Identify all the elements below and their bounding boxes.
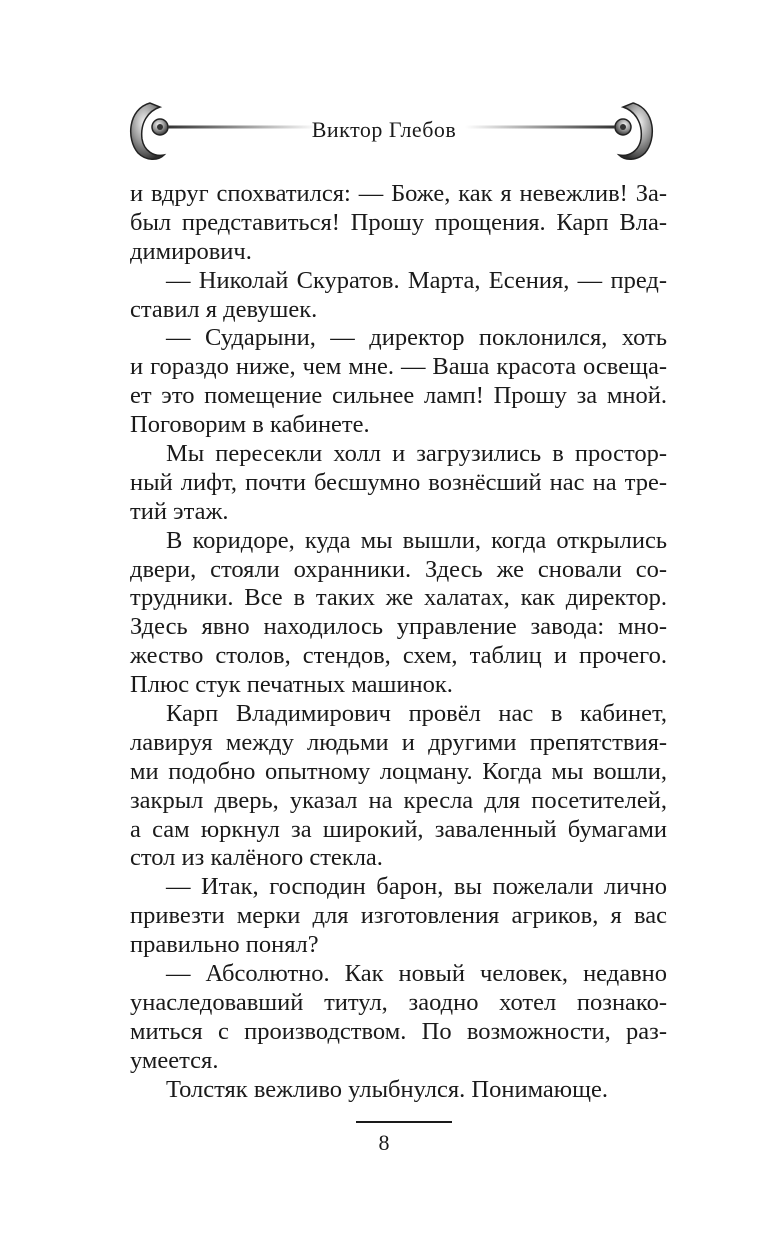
right-ornament-icon bbox=[405, 95, 665, 170]
text-line: привезти мерки для изготовления агриков, я вас bbox=[130, 902, 667, 930]
text-line: был представиться! Прошу прощения. Карп Вла- bbox=[130, 208, 667, 236]
text-line: ставил я девушек. bbox=[130, 295, 318, 323]
text-line: — Абсолютно. Как новый человек, недавно bbox=[166, 960, 667, 988]
text-line: стол из калёного стекла. bbox=[130, 844, 383, 872]
text-line: Плюс стук печатных машинок. bbox=[130, 671, 453, 699]
page-number: 8 bbox=[378, 1130, 390, 1155]
text-line: Здесь явно находилось управление завода: мно- bbox=[130, 613, 667, 641]
text-line: ми подобно опытному лоцману. Когда мы вошли, bbox=[130, 757, 667, 785]
text-line: миться с производством. По возможности, раз- bbox=[130, 1017, 667, 1045]
text-line: димирович. bbox=[130, 237, 252, 265]
text-line: и гораздо ниже, чем мне. — Ваша красота освеща- bbox=[130, 353, 667, 381]
text-line: двери, стояли охранники. Здесь же сновали со- bbox=[130, 555, 667, 583]
text-line: лавируя между людьми и другими препятствия- bbox=[130, 728, 667, 756]
text-line: закрыл дверь, указал на кресла для посетителей, bbox=[130, 786, 667, 814]
text-line: — Сударыни, — директор поклонился, хоть bbox=[166, 324, 667, 352]
text-line: Толстяк вежливо улыбнулся. Понимающе. bbox=[166, 1075, 608, 1103]
text-line: — Итак, господин барон, вы пожелали лично bbox=[166, 873, 667, 901]
text-line: тий этаж. bbox=[130, 497, 229, 525]
text-line: В коридоре, куда мы вышли, когда открылись bbox=[166, 526, 667, 554]
text-line: Карп Владимирович провёл нас в кабинет, bbox=[166, 700, 667, 728]
text-line: правильно понял? bbox=[130, 931, 319, 959]
author-name: Виктор Глебов bbox=[311, 117, 457, 142]
text-line: трудники. Все в таких же халатах, как директор. bbox=[130, 584, 667, 612]
text-line: ный лифт, почти бесшумно вознёсший нас на тре- bbox=[130, 468, 667, 496]
text-line: умеется. bbox=[130, 1046, 219, 1074]
text-line: а сам юркнул за широкий, заваленный бумагами bbox=[130, 815, 667, 843]
text-line: — Николай Скуратов. Марта, Есения, — пред- bbox=[166, 266, 667, 294]
running-header bbox=[0, 95, 768, 170]
text-line: ет это помещение сильнее ламп! Прошу за мной. bbox=[130, 382, 667, 410]
text-line: жество столов, стендов, схем, таблиц и прочего. bbox=[130, 642, 667, 670]
text-line: унаследовавший титул, заодно хотел познако- bbox=[130, 988, 667, 1016]
body-text bbox=[130, 180, 667, 1105]
text-line: Поговорим в кабинете. bbox=[130, 411, 370, 439]
text-line: и вдруг спохватился: — Боже, как я невежлив! За- bbox=[130, 180, 667, 207]
text-line: Мы пересекли холл и загрузились в простор- bbox=[166, 440, 667, 468]
footer-rule bbox=[356, 1121, 452, 1123]
